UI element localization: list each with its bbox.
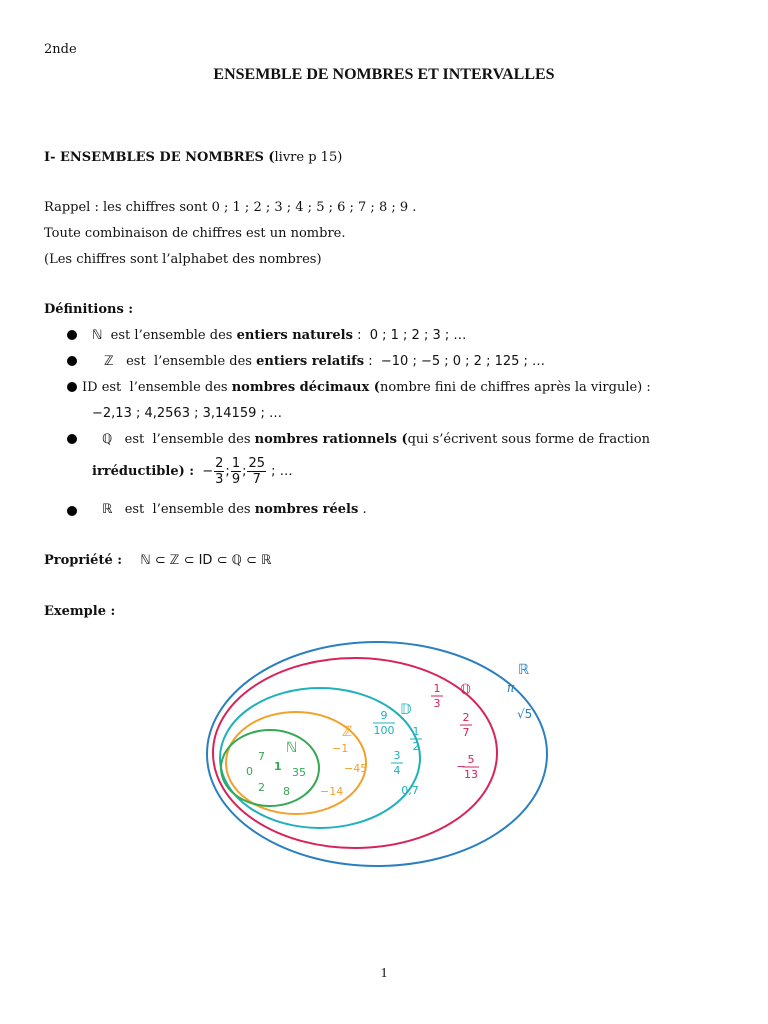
r-value-pi: π: [507, 681, 515, 695]
d-frac-numerator: 3: [393, 749, 401, 762]
fraction: [214, 456, 224, 487]
definition-end: .: [358, 502, 367, 517]
bullet: [67, 382, 77, 392]
d-frac-denominator: 4: [393, 764, 401, 777]
q-frac-denominator: 3: [433, 697, 441, 710]
set-symbol-r: ℝ: [102, 502, 113, 517]
set-q-label: ℚ: [460, 682, 472, 698]
section-heading-bold: I- ENSEMBLES DE NOMBRES (: [44, 150, 275, 165]
definition-term-end: irréductible) :: [92, 464, 195, 479]
r-value-sqrt: √5: [517, 707, 533, 721]
definition-reals: [102, 502, 367, 517]
d-frac-denominator: 2: [412, 740, 420, 753]
n-value: 7: [258, 750, 265, 763]
fraction-tail: ; …: [267, 464, 293, 479]
q-frac-numerator: 1: [433, 682, 441, 695]
definition-text: est l’ensemble des: [112, 502, 255, 517]
definition-text-rest: nombre fini de chiffres après la virgule) :: [379, 380, 651, 395]
definition-text: est l’ensemble des: [102, 328, 237, 343]
set-symbol-d: ID: [82, 380, 98, 395]
number-sets-diagram: [200, 630, 560, 870]
definition-text: est l’ensemble des: [97, 380, 232, 395]
n-value: 0: [246, 765, 253, 778]
set-z-label: ℤ: [342, 724, 353, 740]
property-label: Propriété :: [44, 553, 123, 568]
definition-term: nombres décimaux (: [231, 380, 380, 395]
d-decimal: 0,7: [401, 784, 419, 797]
bullet: [67, 330, 77, 340]
set-n-label: ℕ: [286, 740, 298, 756]
set-symbol-n: ℕ: [92, 328, 103, 343]
d-frac-numerator: 9: [380, 709, 388, 722]
d-frac-denominator: 100: [373, 724, 395, 737]
fraction-denominator: 3: [215, 472, 224, 487]
definition-decimals-examples: −2,13 ; 4,2563 ; 3,14159 ; …: [92, 406, 283, 421]
d-frac-numerator: 1: [412, 725, 420, 738]
bullet: [67, 506, 77, 516]
q-frac-sign: −: [456, 760, 466, 773]
definition-term: entiers naturels: [236, 328, 353, 343]
definition-integers: [104, 354, 545, 369]
inclusion-formula: ℕ ⊂ ℤ ⊂ ID ⊂ ℚ ⊂ ℝ: [140, 553, 272, 568]
q-frac-denominator: 13: [464, 768, 478, 781]
rappel-line-1: Rappel : les chiffres sont 0 ; 1 ; 2 ; 3 ; 4 ; 5 ; 6 ; 7 ; 8 ; 9 .: [44, 200, 417, 215]
set-r-label: ℝ: [518, 662, 530, 678]
definition-text-rest: qui s’écrivent sous forme de fraction: [407, 432, 650, 447]
fraction-examples: − $\frac{2}{3}$ ; $\frac{1}{9}$ ; $\frac{25}{7}$ ; …: [202, 456, 293, 487]
page-number: 1: [380, 966, 388, 981]
n-value: 2: [258, 781, 265, 794]
z-value: −14: [320, 785, 344, 798]
set-symbol-z: ℤ: [104, 354, 114, 369]
set-d-ellipse: [220, 688, 420, 828]
q-frac-denominator: 7: [462, 726, 470, 739]
q-frac-numerator: 2: [462, 711, 470, 724]
fraction-numerator: 2: [215, 456, 224, 471]
fraction-numerator: 1: [231, 456, 241, 471]
definitions-heading: Définitions :: [44, 302, 134, 317]
set-q-ellipse: [213, 658, 497, 848]
definition-decimals: [82, 380, 651, 395]
q-frac-numerator: 5: [467, 753, 475, 766]
definition-text: est l’ensemble des: [113, 354, 257, 369]
bullet: [67, 434, 77, 444]
z-value: −45: [344, 762, 368, 775]
fraction-numerator: 25: [248, 456, 266, 471]
definition-term: nombres rationnels (: [254, 432, 408, 447]
definition-rationals-line2: [92, 456, 293, 487]
definition-term: entiers relatifs: [256, 354, 365, 369]
n-value: 8: [283, 785, 290, 798]
rappel-line-2: Toute combinaison de chiffres est un nombre.: [44, 226, 346, 241]
definition-naturals: [92, 328, 466, 343]
rappel-line-3: (Les chiffres sont l’alphabet des nombres): [44, 252, 322, 267]
fraction-sign: −: [202, 464, 214, 479]
section-heading-rest: livre p 15): [274, 150, 343, 165]
set-symbol-q: ℚ: [102, 432, 113, 447]
grade-label: 2nde: [44, 42, 77, 57]
n-value: 35: [292, 766, 306, 779]
n-value: 1: [274, 760, 282, 773]
definition-rationals: [102, 432, 650, 447]
fraction: [247, 456, 266, 487]
definition-examples: : 0 ; 1 ; 2 ; 3 ; …: [352, 328, 467, 343]
set-d-label: 𝔻: [400, 702, 412, 718]
section-heading: [44, 150, 342, 165]
fraction-denominator: 9: [231, 472, 241, 487]
fraction: [231, 456, 241, 487]
property-line: [44, 553, 271, 568]
definition-examples: : −10 ; −5 ; 0 ; 2 ; 125 ; …: [364, 354, 546, 369]
bullet: [67, 356, 77, 366]
definition-text: est l’ensemble des: [112, 432, 255, 447]
example-label: Exemple :: [44, 604, 116, 619]
definition-term: nombres réels: [254, 502, 359, 517]
z-value: −1: [332, 742, 349, 755]
fraction-denominator: 7: [252, 472, 261, 487]
page-title: ENSEMBLE DE NOMBRES ET INTERVALLES: [213, 66, 555, 83]
